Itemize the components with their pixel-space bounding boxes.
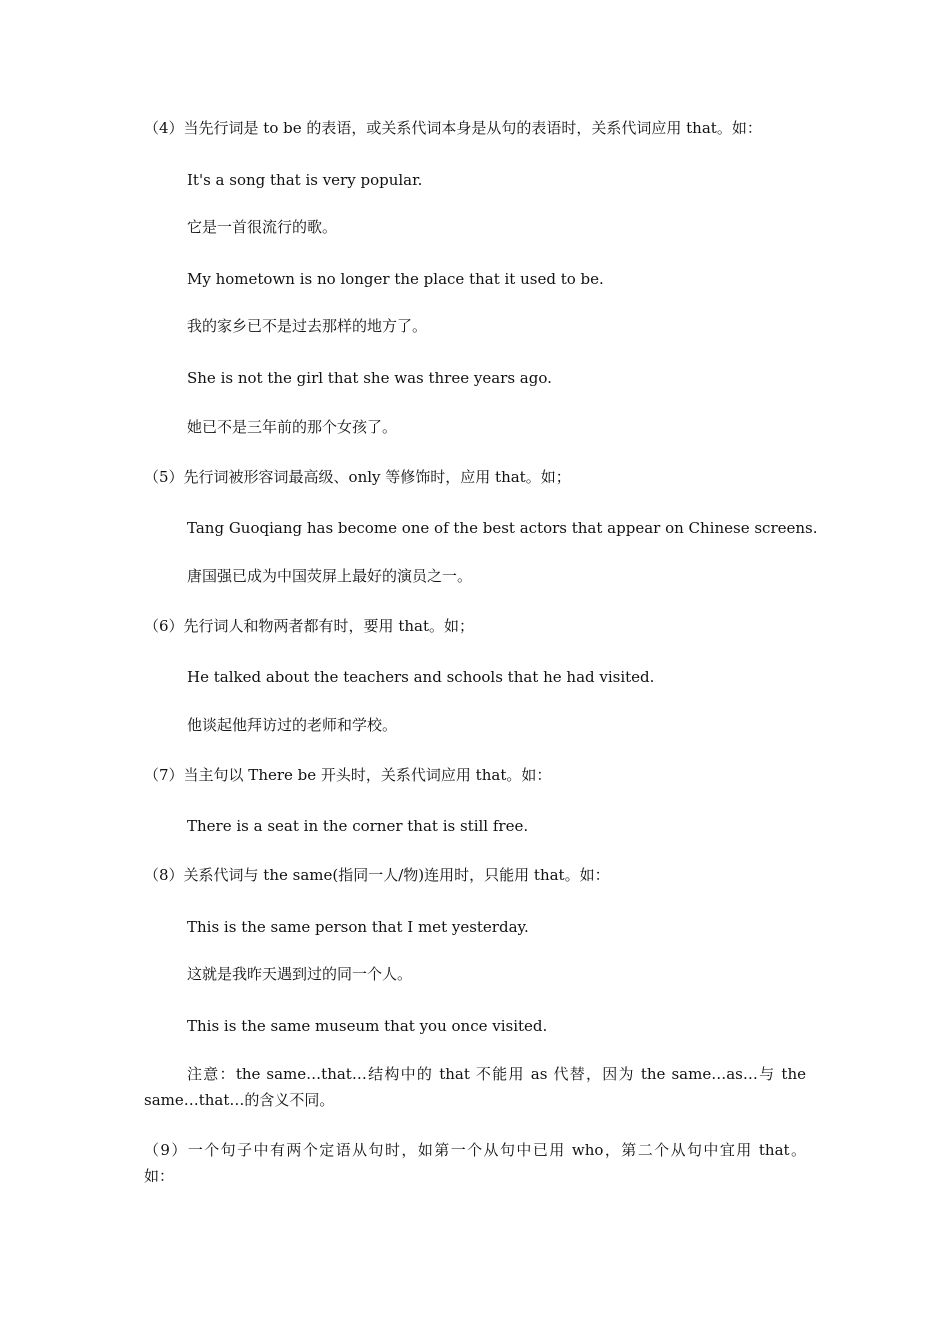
rule-4-heading: （4）当先行词是 to be 的表语，或关系代词本身是从句的表语时，关系代词应用 that。如： [144, 119, 762, 137]
example-sentence: He talked about the teachers and schools that he had visited. [187, 668, 655, 686]
note-line-1: 注意：the same…that…结构中的 that 不能用 as 代替，因为 the same…as…与 the [187, 1065, 806, 1083]
example-translation: 这就是我昨天遇到过的同一个人。 [187, 965, 413, 983]
rule-9-heading [144, 1140, 806, 1160]
example-translation: 它是一首很流行的歌。 [187, 218, 338, 236]
example-sentence: There is a seat in the corner that is still free. [187, 817, 529, 835]
example-translation: 他谈起他拜访过的老师和学校。 [187, 716, 398, 734]
example-sentence: Tang Guoqiang has become one of the best actors that appear on Chinese screens. [187, 519, 818, 537]
example-translation: 她已不是三年前的那个女孩了。 [187, 418, 398, 436]
example-sentence: My hometown is no longer the place that it used to be. [187, 270, 604, 288]
example-translation: 我的家乡已不是过去那样的地方了。 [187, 317, 428, 335]
rule-5-heading: （5）先行词被形容词最高级、only 等修饰时，应用 that。如； [144, 468, 571, 486]
rule-7-heading: （7）当主句以 There be 开头时，关系代词应用 that。如： [144, 766, 552, 784]
rule-6-heading: （6）先行词人和物两者都有时，要用 that。如； [144, 617, 474, 635]
example-sentence: This is the same person that I met yesterday. [187, 918, 529, 936]
example-sentence: This is the same museum that you once visited. [187, 1017, 548, 1035]
rule-9-line-1: （9）一个句子中有两个定语从句时，如第一个从句中已用 who，第二个从句中宜用 that。 [144, 1141, 806, 1159]
rule-8-heading: （8）关系代词与 the same(指同一人/物)连用时，只能用 that。如： [144, 866, 610, 884]
rule-9-heading-continued: 如： [144, 1167, 175, 1185]
note-paragraph [144, 1062, 806, 1086]
example-sentence: She is not the girl that she was three years ago. [187, 369, 552, 387]
example-sentence: It's a song that is very popular. [187, 171, 423, 189]
note-paragraph-continued: same…that…的含义不同。 [144, 1091, 335, 1109]
example-translation: 唐国强已成为中国荧屏上最好的演员之一。 [187, 567, 473, 585]
